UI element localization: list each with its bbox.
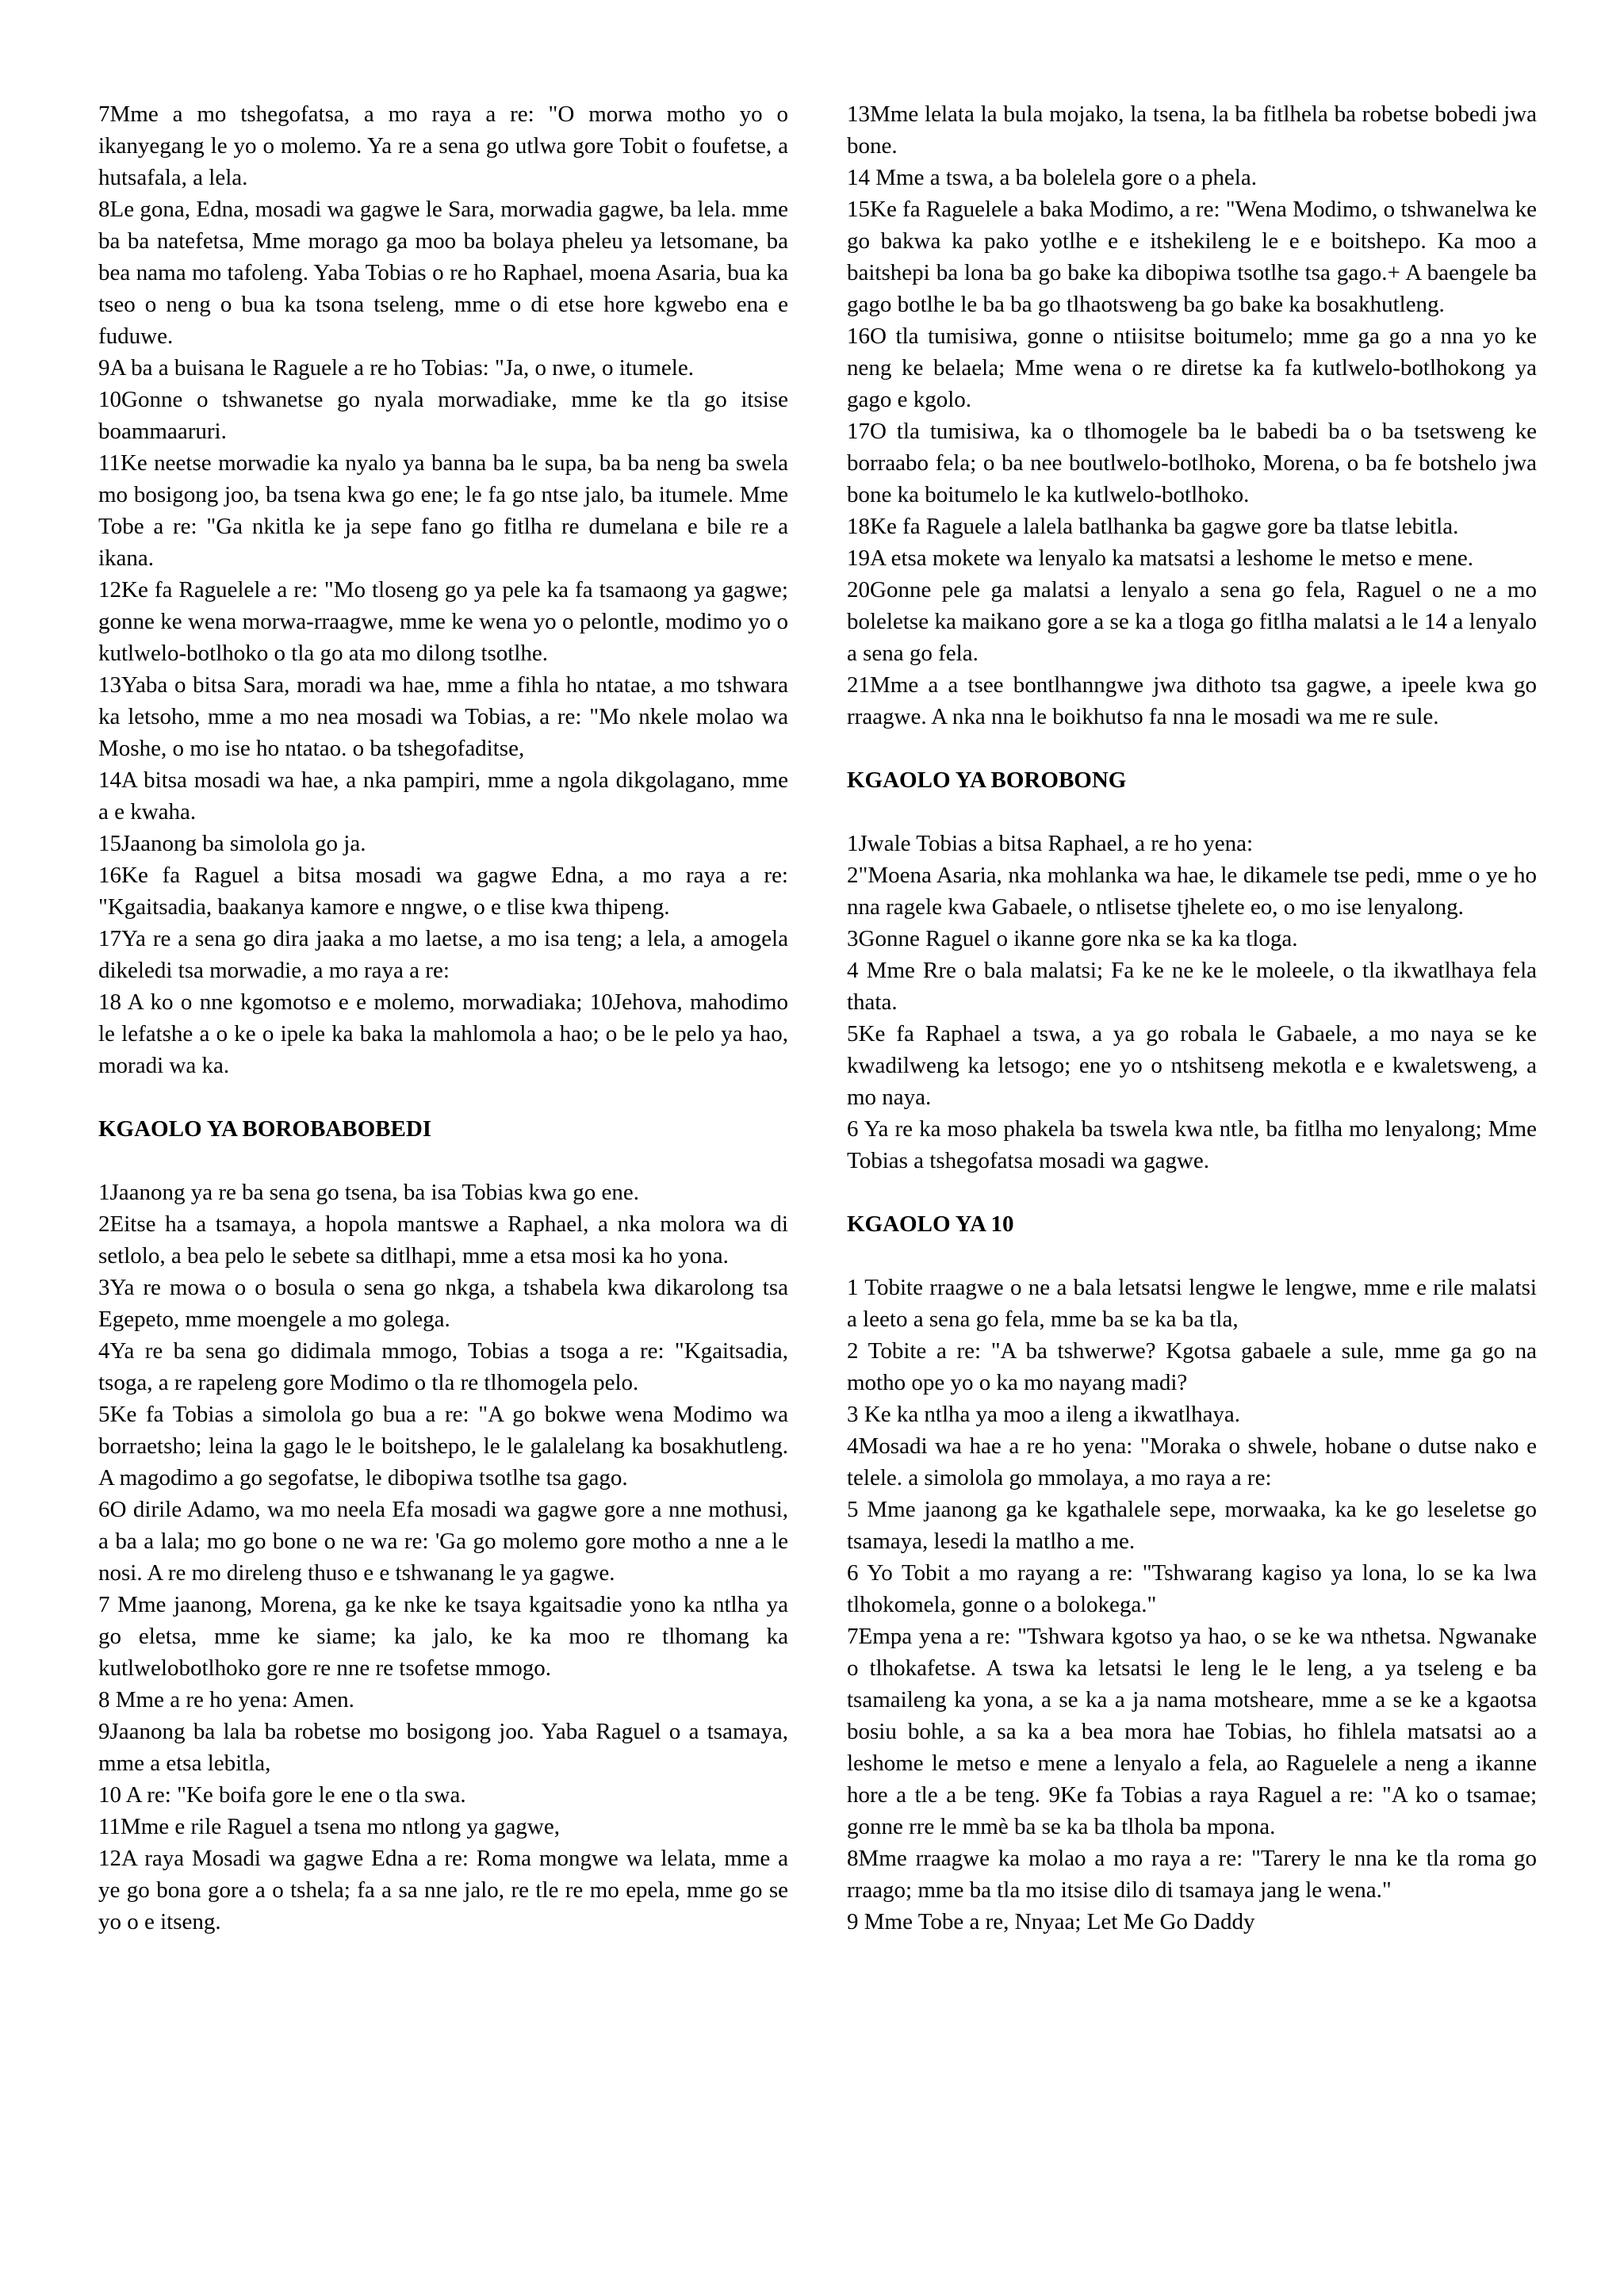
verse-paragraph: 5Ke fa Raphael a tswa, a ya go robala le Gabaele, a mo naya se ke kwadilweng ka letsogo; ene yo o ntshitseng mekotla e e kwaletsweng, a mo naya. [847, 1021, 1537, 1110]
verse-paragraph: 11Ke neetse morwadie ka nyalo ya banna ba le supa, ba ba neng ba swela mo bosigong joo, ba tsena kwa go ene; le fa go ntse jalo, ba itumele. Mme Tobe a re: "Ga nkitla ke ja sepe fano go fitlha re dumelana e bile re a ikana. [98, 450, 788, 571]
verse-paragraph: 16Ke fa Raguel a bitsa mosadi wa gagwe Edna, a mo raya a re: "Kgaitsadia, baakanya kamore e nngwe, o e tlise kwa thipeng. [98, 863, 788, 920]
verse-paragraph: 15Ke fa Raguelele a baka Modimo, a re: "Wena Modimo, o tshwanelwa ke go bakwa ka pako yotlhe e e itshekileng le e e boitshepo. Ka moo a baitshepi ba lona ba go bake ka dibopiwa tsotlhe tsa gago.+ A baengele ba gago botlhe le ba ba go tlhaotsweng ba go bake ka bosakhutleng. [847, 197, 1537, 317]
verse-paragraph: 14 Mme a tswa, a ba bolelela gore o a phela. [847, 165, 1257, 190]
verse-paragraph: 5Ke fa Tobias a simolola go bua a re: "A go bokwe wena Modimo wa borraetsho; leina la gago le le boitshepo, le le galalelang ka bosakhutleng. A magodimo a go segofatse, le dibopiwa tsotlhe tsa gago. [98, 1402, 788, 1490]
verse-paragraph: 7Empa yena a re: "Tshwara kgotso ya hao, o se ke wa nthetsa. Ngwanake o tlhokafetse. A tswa ka letsatsi le leng le le leng, a ya tseleng e ba tsamaileng ka yona, a se ka a ja nama motsheare, mme a se ke a kgaotsa bosiu bohle, a sa ka a bea mora hae Tobias, ho fihlela matsatsi ao a leshome le metso e mene a lenyalo a fela, ao Raguelele a neng a ikanne hore a tle a be teng. 9Ke fa Tobias a raya Raguel a re: "A ko o tsamae; gonne rre le mmè ba se ka ba tlhola ba mpona. [847, 1624, 1537, 1839]
verse-paragraph: 19A etsa mokete wa lenyalo ka matsatsi a leshome le metso e mene. [847, 545, 1474, 571]
verse-paragraph: 1Jwale Tobias a bitsa Raphael, a re ho yena: [847, 831, 1254, 856]
verse-paragraph: 4 Mme Rre o bala malatsi; Fa ke ne ke le moleele, o tla ikwatlhaya fela thata. [847, 958, 1537, 1015]
verse-paragraph: 3 Ke ka ntlha ya moo a ileng a ikwatlhaya. [847, 1402, 1241, 1427]
verse-paragraph: 2"Moena Asaria, nka mohlanka wa hae, le dikamele tse pedi, mme o ye ho nna ragele kwa Gabaele, o ntlisetse tjhelete eo, o mo ise lenyalong. [847, 863, 1537, 920]
verse-paragraph: 16O tla tumisiwa, gonne o ntiisitse boitumelo; mme ga go a nna yo ke neng ke belaela; Mme wena o re diretse ka fa kutlwelo-botlhokong ya gago e kgolo. [847, 323, 1537, 412]
right-column [847, 98, 1537, 1938]
verse-paragraph: 6 Ya re ka moso phakela ba tswela kwa ntle, ba fitlha mo lenyalong; Mme Tobias a tshegofatsa mosadi wa gagwe. [847, 1116, 1537, 1173]
verse-paragraph: 14A bitsa mosadi wa hae, a nka pampiri, mme a ngola dikgolagano, mme a e kwaha. [98, 767, 788, 825]
verse-paragraph: 9 Mme Tobe a re, Nnyaa; Let Me Go Daddy [847, 1909, 1255, 1934]
verse-paragraph: 13Mme lelata la bula mojako, la tsena, la ba fitlhela ba robetse bobedi jwa bone. [847, 101, 1537, 159]
verse-paragraph: 1Jaanong ya re ba sena go tsena, ba isa Tobias kwa go ene. [98, 1180, 639, 1205]
verse-paragraph: 6 Yo Tobit a mo rayang a re: "Tshwarang kagiso ya lona, lo se ka lwa tlhokomela, gonne o a bolokega." [847, 1560, 1537, 1617]
verse-paragraph: 17Ya re a sena go dira jaaka a mo laetse, a mo isa teng; a lela, a amogela dikeledi tsa morwadie, a mo raya a re: [98, 926, 788, 983]
verse-paragraph: 11Mme e rile Raguel a tsena mo ntlong ya gagwe, [98, 1814, 560, 1839]
verse-paragraph: 12Ke fa Raguelele a re: "Mo tloseng go ya pele ka fa tsamaong ya gagwe; gonne ke wena morwa-rraagwe, mme ke wena yo o pelontle, modimo yo o kutlwelo-botlhoko o tla go ata mo dilong tsotlhe. [98, 577, 788, 666]
chapter-heading: KGAOLO YA BOROBABOBEDI [98, 1116, 432, 1142]
verse-paragraph: 15Jaanong ba simolola go ja. [98, 831, 366, 856]
verse-paragraph: 17O tla tumisiwa, ka o tlhomogele ba le babedi ba o ba tsetsweng ke borraabo fela; o ba nee boutlwelo-botlhoko, Morena, o ba fe botshelo jwa bone ka boitumelo le ka kutlwelo-botlhoko. [847, 419, 1537, 507]
verse-paragraph: 9Jaanong ba lala ba robetse mo bosigong joo. Yaba Raguel o a tsamaya, mme a etsa lebitla, [98, 1719, 788, 1776]
verse-paragraph: 4Ya re ba sena go didimala mmogo, Tobias a tsoga a re: "Kgaitsadia, tsoga, a re rapeleng gore Modimo o tla re tlhomogela pelo. [98, 1338, 788, 1395]
verse-paragraph: 21Mme a a tsee bontlhanngwe jwa dithoto tsa gagwe, a ipeele kwa go rraagwe. A nka nna le boikhutso fa nna le mosadi wa me re sule. [847, 672, 1537, 729]
verse-paragraph: 12A raya Mosadi wa gagwe Edna a re: Roma mongwe wa lelata, mme a ye go bona gore a o tshela; fa a sa nne jalo, re tle re mo epela, mme go se yo o e itseng. [98, 1846, 788, 1934]
verse-paragraph: 10Gonne o tshwanetse go nyala morwadiake, mme ke tla go itsise boammaaruri. [98, 387, 788, 444]
verse-paragraph: 8Le gona, Edna, mosadi wa gagwe le Sara, morwadia gagwe, ba lela. mme ba ba natefetsa, Mme morago ga moo ba bolaya pheleu ya letsomane, ba bea nama mo tafoleng. Yaba Tobias o re ho Raphael, moena Asaria, bua ka tseo o neng o bua ka tsona tseleng, mme o di etse hore kgwebo ena e fuduwe. [98, 197, 788, 349]
verse-paragraph: 4Mosadi wa hae a re ho yena: "Moraka o shwele, hobane o dutse nako e telele. a simolola go mmolaya, a mo raya a re: [847, 1433, 1537, 1490]
verse-paragraph: 7Mme a mo tshegofatsa, a mo raya a re: "O morwa motho yo o ikanyegang le yo o molemo. Ya re a sena go utlwa gore Tobit o foufetse, a hutsafala, a lela. [98, 101, 788, 190]
verse-paragraph: 5 Mme jaanong ga ke kgathalele sepe, morwaaka, ka ke go leseletse go tsamaya, lesedi la matlho a me. [847, 1497, 1537, 1554]
verse-paragraph: 18Ke fa Raguele a lalela batlhanka ba gagwe gore ba tlatse lebitla. [847, 514, 1459, 539]
chapter-heading: KGAOLO YA 10 [847, 1211, 1014, 1237]
verse-paragraph: 3Gonne Raguel o ikanne gore nka se ka ka tloga. [847, 926, 1298, 951]
left-column [98, 98, 788, 1938]
verse-paragraph: 6O dirile Adamo, wa mo neela Efa mosadi wa gagwe gore a nne mothusi, a ba a lala; mo go bone o ne wa re: 'Ga go molemo gore motho a nne a le nosi. A re mo direleng thuso e e tshwanang le ya gagwe. [98, 1497, 788, 1586]
verse-paragraph: 8Mme rraagwe ka molao a mo raya a re: "Tarery le nna ke tla roma go rraago; mme ba tla mo itsise dilo di tsamaya jang le wena." [847, 1846, 1537, 1903]
verse-paragraph: 2 Tobite a re: "A ba tshwerwe? Kgotsa gabaele a sule, mme ga go na motho ope yo o ka mo nayang madi? [847, 1338, 1537, 1395]
verse-paragraph: 10 A re: "Ke boifa gore le ene o tla swa. [98, 1782, 466, 1808]
verse-paragraph: 7 Mme jaanong, Morena, ga ke nke ke tsaya kgaitsadie yono ka ntlha ya go eletsa, mme ke siame; ka jalo, ke ka moo re tlhomang ka kutlwelobotlhoko gore re nne re tsofetse mmogo. [98, 1592, 788, 1681]
verse-paragraph: 9A ba a buisana le Raguele a re ho Tobias: "Ja, o nwe, o itumele. [98, 355, 694, 381]
verse-paragraph: 3Ya re mowa o o bosula o sena go nkga, a tshabela kwa dikarolong tsa Egepeto, mme moengele a mo golega. [98, 1275, 788, 1332]
verse-paragraph: 2Eitse ha a tsamaya, a hopola mantswe a Raphael, a nka molora wa di setlolo, a bea pelo le sebete sa ditlhapi, mme a etsa mosi ka ho yona. [98, 1211, 788, 1269]
chapter-heading: KGAOLO YA BOROBONG [847, 767, 1127, 793]
verse-paragraph: 1 Tobite rraagwe o ne a bala letsatsi lengwe le lengwe, mme e rile malatsi a leeto a sena go fela, mme ba se ka ba tla, [847, 1275, 1537, 1332]
verse-paragraph: 13Yaba o bitsa Sara, moradi wa hae, mme a fihla ho ntatae, a mo tshwara ka letsoho, mme a mo nea mosadi wa Tobias, a re: "Mo nkele molao wa Moshe, o mo ise ho ntatao. o ba tshegofaditse, [98, 672, 788, 761]
verse-paragraph: 20Gonne pele ga malatsi a lenyalo a sena go fela, Raguel o ne a mo boleletse ka maikano gore a se ka a tloga go fitlha malatsi a le 14 a lenyalo a sena go fela. [847, 577, 1537, 666]
verse-paragraph: 8 Mme a re ho yena: Amen. [98, 1687, 354, 1712]
verse-paragraph: 18 A ko o nne kgomotso e e molemo, morwadiaka; 10Jehova, mahodimo le lefatshe a o ke o ipele ka baka la mahlomola a hao; o be le pelo ya hao, moradi wa ka. [98, 989, 788, 1078]
